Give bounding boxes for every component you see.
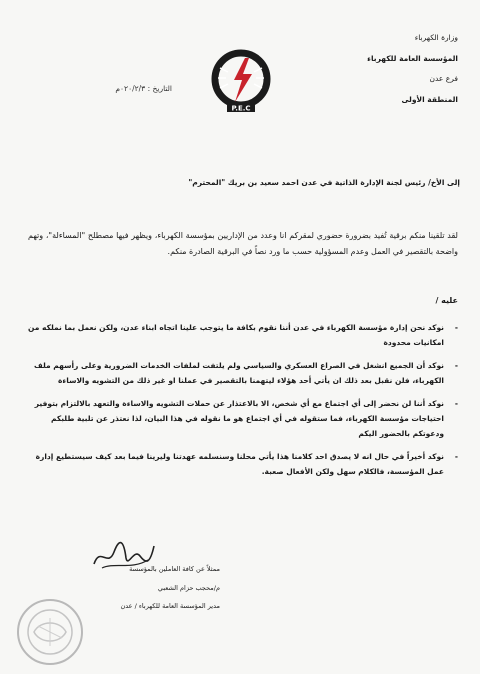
points-heading: عليه / (435, 296, 458, 305)
point-text: نوكد أن الجميع انشغل في الصراع العسكري والسياسي ولم يلتفت لملفات الخدمات الضرورية وعلى رأسهم ملف الكهرباء، فلن نقبل بعد ذلك ان يأتي أحد هؤلاء ليتهمنا بالتقصير في عملنا او غير ذلك من التشويه والاساءة (34, 361, 444, 385)
bullet: - (454, 452, 458, 461)
intro-paragraph: لقد تلقينا منكم برقية تُفيد بضرورة حضوري لمقركم انا وعدد من الإداريين بمؤسسة الكهرباء، ويظهر فيها مصطلح "المساءلة"، وتهم واضحة بالتقصير في العمل وعدم المسؤولية حسب ما ورد نصاً في البرقية الصادرة منكم. (28, 231, 458, 256)
zone-name: المنطقة الأولى (401, 94, 458, 104)
point-text: نوكد نحن إدارة مؤسسة الكهرباء في عدن أننا نقوم بكافة ما يتوجب علينا اتجاه ابناء عدن، ولكن نعمل بما نملكه من امكانيات محدودة (28, 323, 444, 347)
list-item (28, 320, 458, 350)
signature-line-3: مدير المؤسسة العامة للكهرباء / عدن (120, 602, 220, 610)
bullet: - (454, 361, 458, 370)
signature-line-2: م/محجب حزام الشعبي (157, 583, 220, 592)
corporation-name: المؤسسة العامة للكهرباء (367, 53, 458, 63)
point-text: نوكد أخيراً في حال انه لا يصدق احد كلامنا هذا يأتي محلنا وسنسلمه عهدتنا وليرينا فيما بعد كيف سيستطيع إدارة عمل المؤسسة، فالكلام سهل ولكن الأفعال صعبة. (35, 452, 444, 476)
point-text: نوكد أننا لن نحضر إلى أي اجتماع مع أي شخص، الا بالاعتذار عن حملات التشويه والاساءة والتعهد بالالتزام بتوفير احتياجات مؤسسة الكهرباء، فما ستقوله في أي اجتماع هو ما نقوله في هذا البيان، لذا نعتذر عن تلبية طلبكم ودعوتكم بالحضور اليكم (34, 399, 444, 438)
logo-text: P.E.C (231, 104, 251, 113)
letterhead (308, 34, 458, 116)
date-value: ٠٢٠/٢/٣م (115, 84, 146, 93)
addressee-line: إلى الأخ/ رئيس لجنة الإدارة الذاتية في عدن احمد سعيد بن بريك "المحترم" (188, 178, 460, 187)
list-item (28, 396, 458, 441)
date-line (62, 84, 172, 93)
branch-name: فرع عدن (429, 74, 458, 83)
date-label: التاريخ : (147, 84, 172, 93)
bullet: - (454, 399, 458, 408)
ministry-name: وزارة الكهرباء (414, 33, 458, 42)
points-list (28, 320, 458, 487)
list-item (28, 358, 458, 388)
list-item (28, 449, 458, 479)
official-stamp (14, 596, 86, 668)
signature-line-1: ممثلاً عن كافة العاملين بالمؤسسة (129, 565, 220, 573)
bullet: - (454, 323, 458, 332)
electricity-corporation-logo (208, 48, 274, 114)
